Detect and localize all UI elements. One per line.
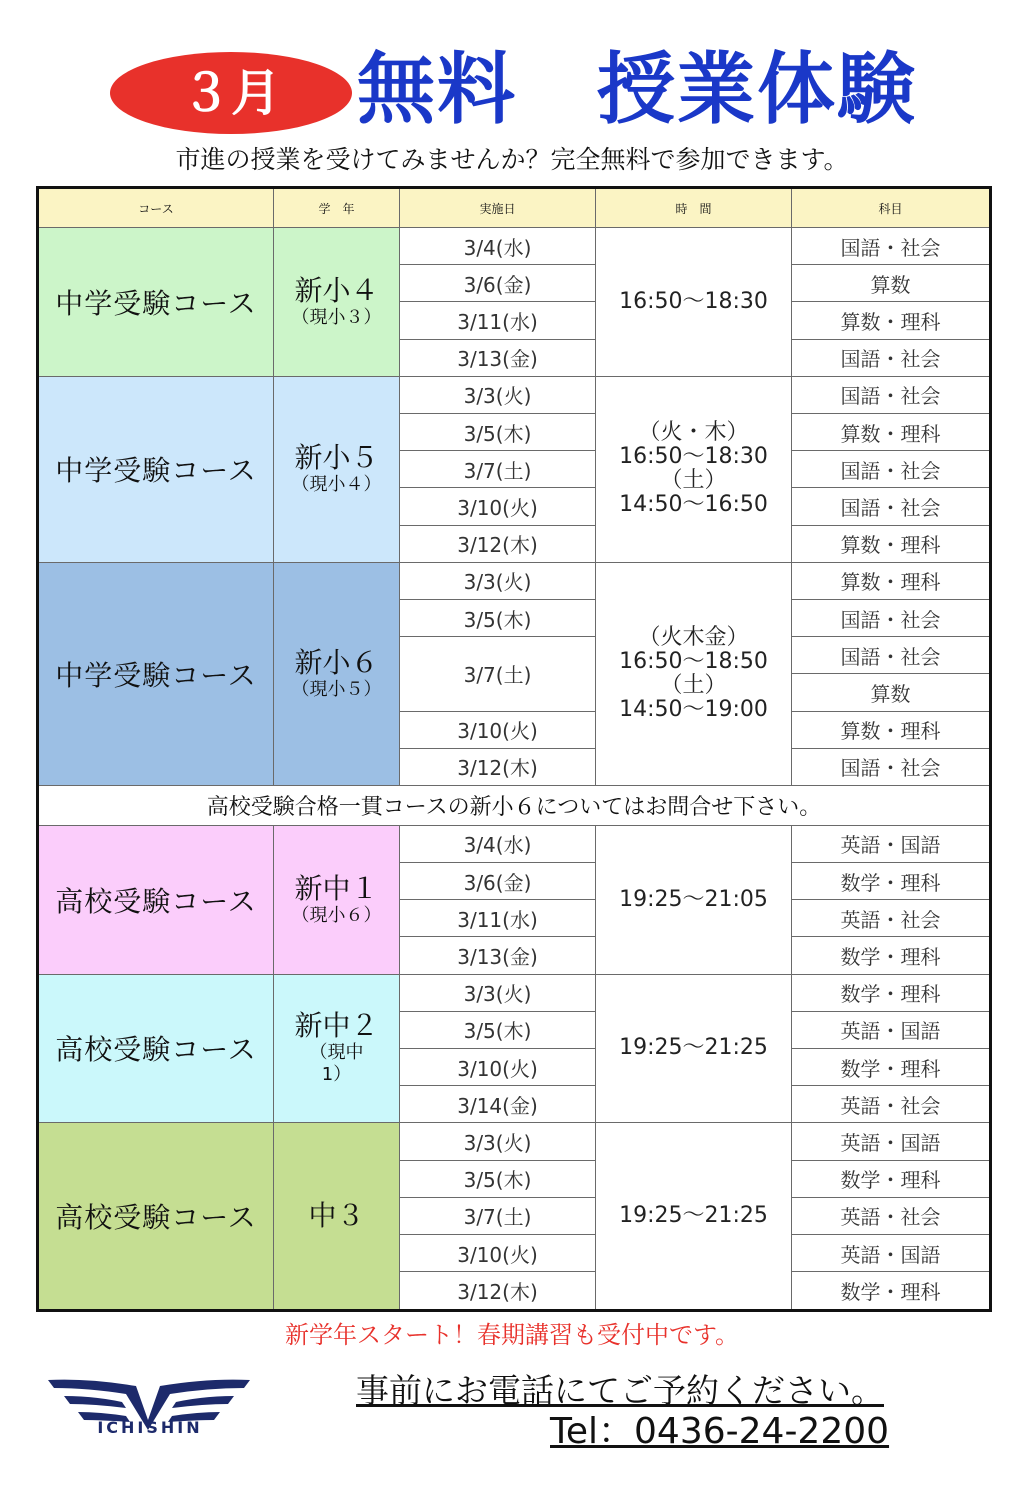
grade-cell <box>274 974 400 1123</box>
date-cell: 3/10(火) <box>400 488 596 525</box>
subject-cell: 国語・社会 <box>792 228 991 265</box>
header-time: 時 間 <box>596 188 792 228</box>
subject-cell: 算数・理科 <box>792 302 991 339</box>
subject-cell: 国語・社会 <box>792 376 991 413</box>
date-cell: 3/13(金) <box>400 339 596 376</box>
page-title: 無料 授業体験 <box>357 45 918 135</box>
date-cell: 3/6(金) <box>400 862 596 899</box>
date-cell: 3/14(金) <box>400 1086 596 1123</box>
phone-number[interactable]: Tel：0436-24-2200 <box>550 1411 890 1452</box>
table-row <box>38 1123 991 1160</box>
subject-cell: 数学・理科 <box>792 974 991 1011</box>
subtitle: 市進の授業を受けてみませんか？完全無料で参加できます。 <box>175 145 849 174</box>
grade-cell <box>274 562 400 785</box>
date-cell: 3/7(土) <box>400 1197 596 1234</box>
grade-label: 中３ <box>308 1199 365 1233</box>
grade-sub-label: （現小４） <box>291 474 382 496</box>
date-cell: 3/3(火) <box>400 376 596 413</box>
time-cell: 19:25～21:05 <box>596 825 792 974</box>
date-cell: 3/10(火) <box>400 1234 596 1271</box>
reservation-text: 事前にお電話にてご予約ください。 <box>356 1371 884 1410</box>
date-cell: 3/6(金) <box>400 265 596 302</box>
subject-cell: 算数・理科 <box>792 711 991 748</box>
header-date: 実施日 <box>400 188 596 228</box>
date-cell: 3/3(火) <box>400 1123 596 1160</box>
grade-cell <box>274 1123 400 1311</box>
subject-cell: 英語・国語 <box>792 1234 991 1271</box>
course-cell: 中学受験コース <box>38 376 274 562</box>
subject-cell: 算数・理科 <box>792 525 991 562</box>
grade-label: 新小６ <box>294 645 379 679</box>
subject-cell: 英語・社会 <box>792 900 991 937</box>
subject-cell: 算数 <box>792 674 991 711</box>
time-cell: 19:25～21:25 <box>596 974 792 1123</box>
separator-note: 高校受験合格一貫コースの新小６についてはお問合せ下さい。 <box>38 786 991 826</box>
course-cell: 高校受験コース <box>38 974 274 1123</box>
date-cell: 3/5(木) <box>400 600 596 637</box>
course-cell: 中学受験コース <box>38 562 274 785</box>
date-cell: 3/12(木) <box>400 1272 596 1311</box>
grade-sub-label: （現中 1） <box>309 1042 364 1086</box>
header-course: コース <box>38 188 274 228</box>
subject-cell: 英語・社会 <box>792 1197 991 1234</box>
grade-cell <box>274 376 400 562</box>
date-cell: 3/5(木) <box>400 1011 596 1048</box>
subject-cell: 算数 <box>792 265 991 302</box>
subject-cell: 数学・理科 <box>792 862 991 899</box>
date-cell: 3/5(木) <box>400 1160 596 1197</box>
time-cell: （火・木） 16:50～18:30 （土） 14:50～16:50 <box>596 376 792 562</box>
date-cell: 3/11(水) <box>400 900 596 937</box>
subject-cell: 国語・社会 <box>792 748 991 785</box>
date-cell: 3/13(金) <box>400 937 596 974</box>
table-row <box>38 376 991 413</box>
subject-cell: 英語・国語 <box>792 1123 991 1160</box>
grade-label: 新中１ <box>294 871 379 905</box>
date-cell: 3/3(火) <box>400 562 596 599</box>
date-cell: 3/5(木) <box>400 414 596 451</box>
subject-cell: 数学・理科 <box>792 1160 991 1197</box>
date-cell: 3/11(水) <box>400 302 596 339</box>
subject-cell: 国語・社会 <box>792 451 991 488</box>
subject-cell: 数学・理科 <box>792 937 991 974</box>
subject-cell: 算数・理科 <box>792 562 991 599</box>
date-cell: 3/3(火) <box>400 974 596 1011</box>
logo-text: ICHISHIN <box>97 1418 203 1437</box>
grade-label: 新小５ <box>294 441 379 475</box>
table-row <box>38 974 991 1011</box>
date-cell: 3/4(水) <box>400 228 596 265</box>
date-cell: 3/10(火) <box>400 711 596 748</box>
table-row <box>38 786 991 826</box>
course-cell: 中学受験コース <box>38 228 274 377</box>
table-row <box>38 825 991 862</box>
date-cell: 3/7(土) <box>400 637 596 711</box>
table-header-row <box>38 188 991 228</box>
date-cell: 3/7(土) <box>400 451 596 488</box>
subject-cell: 英語・社会 <box>792 1086 991 1123</box>
header <box>0 0 1024 140</box>
subject-cell: 数学・理科 <box>792 1272 991 1311</box>
subject-cell: 算数・理科 <box>792 414 991 451</box>
grade-cell <box>274 228 400 377</box>
time-cell: 19:25～21:25 <box>596 1123 792 1311</box>
grade-label: 新小４ <box>294 273 379 307</box>
subject-cell: 英語・国語 <box>792 1011 991 1048</box>
grade-label: 新中２ <box>294 1009 379 1043</box>
grade-sub-label: （現小３） <box>291 306 382 328</box>
date-cell: 3/12(木) <box>400 748 596 785</box>
grade-cell <box>274 825 400 974</box>
grade-sub-label: （現小６） <box>291 904 382 926</box>
spring-course-notice: 新学年スタート！春期講習も受付中です。 <box>284 1321 740 1349</box>
subject-cell: 国語・社会 <box>792 637 991 674</box>
time-cell: 16:50～18:30 <box>596 228 792 377</box>
subject-cell: 国語・社会 <box>792 339 991 376</box>
date-cell: 3/12(木) <box>400 525 596 562</box>
subject-cell: 国語・社会 <box>792 488 991 525</box>
time-cell: （火木金） 16:50～18:50 （土） 14:50～19:00 <box>596 562 792 785</box>
schedule-table <box>36 186 992 1312</box>
subject-cell: 国語・社会 <box>792 600 991 637</box>
course-cell: 高校受験コース <box>38 825 274 974</box>
table-row <box>38 562 991 599</box>
date-cell: 3/4(水) <box>400 825 596 862</box>
month-badge: ３月 <box>110 52 352 134</box>
header-subject: 科目 <box>792 188 991 228</box>
subject-cell: 数学・理科 <box>792 1048 991 1085</box>
table-row <box>38 228 991 265</box>
grade-sub-label: （現小５） <box>291 678 382 700</box>
header-grade: 学 年 <box>274 188 400 228</box>
date-cell: 3/10(火) <box>400 1048 596 1085</box>
course-cell: 高校受験コース <box>38 1123 274 1311</box>
subject-cell: 英語・国語 <box>792 825 991 862</box>
